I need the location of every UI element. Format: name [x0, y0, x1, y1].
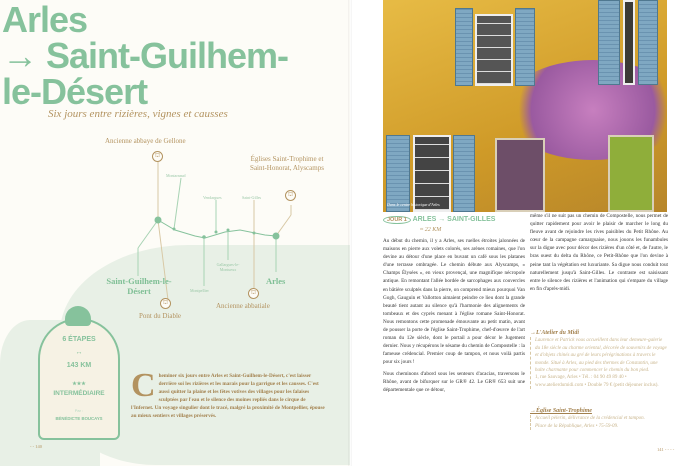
address-info: Place de la République, Arles • 75-59-09.	[535, 423, 619, 429]
address-block	[530, 408, 668, 430]
intro-text	[131, 367, 326, 420]
route-title: ARLES → SAINT-GILLES	[412, 216, 496, 223]
paragraph: Au début du chemin, il y a Arles, ses ruelles étroites jalonnées de maisons en pierre aux volets colorés, ses arènes romaines, que l'on devine au détour d'une place en buvant un café sous les platanes d'une terrasse ombragée. Le chemin débute aux Alyscamps, « Champs Élysées », en vieux provençal, une magnifique nécropole antique. En remontant l'allée bordée de sarcophages aux couvercles en bâtière sculptés dans la pierre, on comprend mieux pourquoi Van Gogh, Gauguin et Vallotton aimaient peindre ce lieu dont la grande beauté tient autant au silence qu'à l'harmonie des alignements de tombeaux et des cyprès menant à l'église romane Saint-Honorat. Nous remontons cette promenade émouvante au petit matin, avant de pousser la porte de l'église Saint-Trophime, chef-d'œuvre de l'art roman du 12e siècle, dont le portail a pour décor le Jugement dernier. Nous y récupérons le sésame du chemin de Compostelle : la fameuse crédencial. Premier coup de tampon, et nous voilà partis pour six jours !	[383, 238, 525, 366]
section-distance: ≈ 22 KM	[420, 227, 442, 233]
monument-label: Églises Saint-Trophime et Saint-Honorat, Alyscamps	[250, 155, 324, 172]
monument-icon: ⛫	[152, 151, 163, 162]
monument-label: Ancienne abbatiale	[216, 302, 270, 310]
stages: 6 ÉTAPES	[62, 336, 96, 343]
endpoint-label: Arles	[266, 276, 286, 286]
difficulty: INTERMÉDIAIRE	[53, 390, 105, 397]
page-number-value: 141	[657, 447, 664, 452]
intro-body: heminer six jours entre Arles et Saint-Guilhem-le-Désert, c'est laisser derrière soi les rizières et les marais pour la garrigue et les causses. C'est aussi quitter la plaine et les fêtes votives des villages pour les falaises sculptées par l'eau et le silence des moines repliés dans le cirque de l'Infernet. Un voyage singulier dont le tracé, malgré la proximité de Montpellier, épouse au mieux sentiers et villages préservés.	[131, 373, 325, 419]
address-info: 1, rue Sauvage, Arles • Tél. : 04 90 49 89 40 • www.atelierdumidi.com • Double 79 € (petit déjeuner inclus).	[535, 375, 659, 388]
by-label: Par :	[74, 408, 84, 413]
difficulty-stars: ★★★	[72, 381, 86, 387]
monument-label: Ancienne abbaye de Gellone	[105, 137, 186, 145]
page-number: 141 - - - -	[657, 447, 675, 452]
monument-icon: ⛫	[285, 190, 296, 201]
summary-card	[38, 318, 120, 440]
town-label: Vendargues	[203, 195, 222, 200]
arles-facade-photo	[383, 0, 667, 212]
author: BÉNÉDICTE BOUCAYS	[55, 416, 103, 421]
page-number-value: 140	[35, 444, 42, 449]
subtitle: Six jours entre rizières, vignes et causses	[48, 108, 228, 120]
address-title: →Église Saint-Trophime	[530, 408, 592, 414]
paragraph: Nous cheminons d'abord sous les senteurs d'acacias, traversons le Rhône, avant de bifurquer sur le GR® 42. Le GR® 653 suit une départementale que ce détour,	[383, 370, 525, 393]
section-heading	[383, 216, 495, 224]
page-gutter	[348, 0, 352, 466]
title-arrow: →	[2, 35, 37, 76]
title-line-1: Arles	[2, 0, 88, 40]
address-block	[530, 330, 668, 389]
town-label: Saint-Gilles	[242, 195, 262, 200]
address-title: →L'Atelier du Midi	[530, 330, 580, 336]
drop-cap: C	[131, 367, 156, 404]
title-line-3: le-Désert	[2, 71, 148, 112]
page-number: - - 140	[30, 444, 42, 449]
monument-icon: ⛫	[248, 288, 259, 299]
endpoint-label: Saint-Guilhem-le-Désert	[106, 276, 172, 296]
route-stops	[155, 217, 280, 240]
town-label: Gallargues-le-Montueux	[216, 262, 240, 272]
scallop-shell-icon	[65, 306, 91, 326]
body-column-2	[530, 212, 668, 296]
body-column-1	[383, 237, 525, 397]
paragraph: même s'il ne suit pas un chemin de Compostelle, nous permet de quitter rapidement pour avoir le plaisir de marcher le long du fleuve avant de rejoindre les rives paisibles du Petit Rhône. Au cœur de la campagne camarguaise, nous jouons les funambules sur la digue avec pour décor des rizières d'un côté et, de l'autre, le bras ouest du delta du Rhône, ce Petit-Rhône que l'on devine à peine tant la végétation est luxuriante. Sa digue nous conduit tout naturellement jusqu'à Saint-Gilles. Le contraste est saisissant entre le silence des rizières et l'animation qui s'empare du village en fin d'après-midi.	[530, 213, 668, 292]
address-text: Laurence et Patrick vous accueillent dans leur demeure-galerie du 18e siècle au charme oriental, décorée de souvenirs de voyage et d'objets chinés au gré de leurs pérégrinations à travers le monde. Situé à Arles, au pied des thermes de Constantin, une halte charmante pour commencer le chemin du bon pied.	[535, 338, 667, 374]
title-line-2: Saint-Guilhem-	[46, 35, 289, 76]
photo-caption: Dans le centre historique d'Arles	[387, 202, 440, 207]
distance: 143 KM	[66, 362, 92, 369]
town-label: Montarnaud	[166, 173, 186, 178]
day-badge: JOUR 1	[383, 216, 411, 224]
address-text: Accueil pèlerin, délivrance de la crédencial et tampon.	[535, 416, 645, 422]
town-label: Montpellier	[190, 288, 209, 293]
monument-icon: ⛫	[160, 298, 171, 309]
monument-label: Pont du Diable	[139, 312, 181, 320]
arrows-icon: ↔	[75, 349, 83, 356]
right-page	[350, 0, 700, 466]
